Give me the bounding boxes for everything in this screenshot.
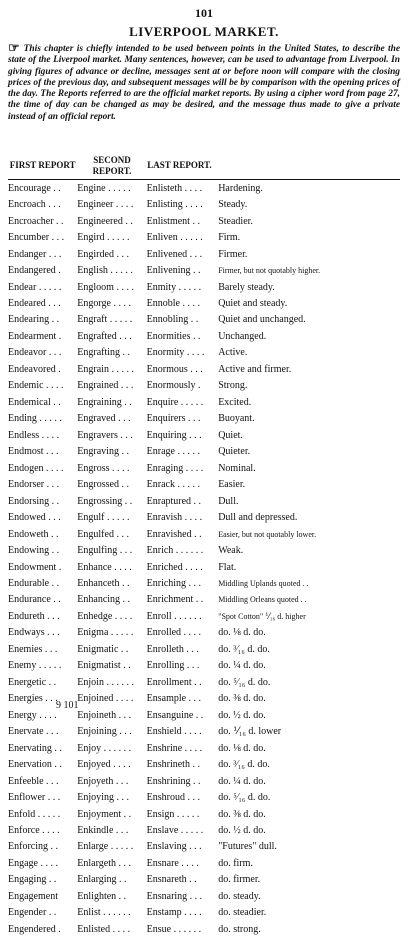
report-meaning: Middling Uplands quoted . . <box>218 578 309 588</box>
last-report-word: Enshield . . . . <box>146 726 202 738</box>
first-report-word: Enforce . . . . <box>8 825 60 837</box>
table-row <box>8 723 400 739</box>
last-report-word: Ennoble . . . . <box>146 298 200 310</box>
last-report-word: Enlisteth . . . . <box>146 182 203 194</box>
table-row <box>8 262 400 278</box>
report-meaning: Quiet and steady. <box>218 298 288 310</box>
first-report-word: Encourage . . <box>8 182 61 194</box>
report-meaning: Middling Orleans quoted . . <box>218 595 307 605</box>
header-second-report: SECOND REPORT. <box>77 155 146 180</box>
first-report-word: Encumber . . . <box>8 232 65 244</box>
first-report-word: Endowed . . . <box>8 512 61 524</box>
first-report-word: Endorser . . . <box>8 479 60 491</box>
table-row <box>8 394 400 410</box>
second-report-word: Engulfed . . . <box>77 528 129 540</box>
first-report-word: Endearing . . <box>8 314 60 326</box>
second-report-word: Engrain . . . . . <box>77 363 134 375</box>
first-report-word: Endangered . <box>8 265 61 277</box>
second-report-word: Enjoineth . . . <box>77 709 132 721</box>
last-report-word: Enravish . . . . <box>146 512 203 524</box>
second-report-word: Enjoyed . . . . <box>77 759 131 771</box>
first-report-word: Endeavor . . . <box>8 347 62 359</box>
report-meaning: do. ⅛ d. do. <box>218 742 266 754</box>
last-report-word: Enormously . <box>146 380 201 392</box>
report-meaning: Strong. <box>218 380 248 392</box>
report-meaning: Flat. <box>218 561 237 573</box>
report-meaning: Excited. <box>218 396 252 408</box>
table-row <box>8 575 400 591</box>
first-report-word: Engendered . <box>8 923 61 935</box>
last-report-word: Enriching . . . <box>146 577 202 589</box>
table-row <box>8 378 400 394</box>
first-report-word: Energies . . . <box>8 693 58 705</box>
first-report-word: Engender . . <box>8 907 57 919</box>
second-report-word: Engulfing . . . <box>77 545 133 557</box>
table-row <box>8 196 400 212</box>
last-report-word: Enlistment . . <box>146 215 200 227</box>
first-report-word: Encroach . . . <box>8 199 61 211</box>
second-report-word: Enlargeth . . . <box>77 857 131 869</box>
report-meaning: Weak. <box>218 545 244 557</box>
second-report-word: Engrained . . . <box>77 380 134 392</box>
second-report-word: Enhanceth . . <box>77 577 130 589</box>
second-report-word: Engraved . . . <box>77 413 131 425</box>
second-report-word: Engineered . . <box>77 215 133 227</box>
first-report-word: Endemic . . . . <box>8 380 64 392</box>
report-meaning: Easier. <box>218 479 246 491</box>
table-row <box>8 328 400 344</box>
page-footer: 9 101 <box>56 700 79 711</box>
report-meaning: do. ⅛ d. do. <box>218 627 266 639</box>
second-report-word: Engorge . . . . <box>77 298 131 310</box>
table-row <box>8 460 400 476</box>
first-report-word: Endmost . . . <box>8 446 59 458</box>
report-meaning: Firmer, but not quotably higher. <box>218 266 321 276</box>
table-row <box>8 246 400 262</box>
report-meaning: Steady. <box>218 199 248 211</box>
first-report-word: Energy . . . . <box>8 709 57 721</box>
first-report-word: Enervate . . . <box>8 726 59 738</box>
report-meaning: Hardening. <box>218 182 263 194</box>
second-report-word: Engird . . . . . <box>77 232 130 244</box>
page-number: 101 <box>195 6 213 20</box>
table-row <box>8 559 400 575</box>
last-report-word: Enquirers . . . <box>146 413 201 425</box>
second-report-word: Engulf . . . . . <box>77 512 130 524</box>
second-report-word: Engraft . . . . . <box>77 314 133 326</box>
last-report-word: Enrichment . . <box>146 594 204 606</box>
table-row <box>8 641 400 657</box>
table-row <box>8 839 400 855</box>
second-report-word: Enhancing . . <box>77 594 131 606</box>
last-report-word: Enroll . . . . . . <box>146 610 202 622</box>
second-report-word: Enlarge . . . . . <box>77 841 134 853</box>
table-row <box>8 674 400 690</box>
last-report-word: Enrolled . . . . <box>146 627 202 639</box>
last-report-word: Enrolleth . . . <box>146 643 199 655</box>
second-report-word: Engrafting . . <box>77 347 131 359</box>
table-row <box>8 789 400 805</box>
second-report-word: Enjoyment . . <box>77 808 132 820</box>
first-report-word: Endways . . . <box>8 627 60 639</box>
table-row <box>8 361 400 377</box>
table-row <box>8 279 400 295</box>
first-report-word: Engagement <box>8 890 58 902</box>
table-row <box>8 822 400 838</box>
second-report-word: Enigmatic . . <box>77 643 129 655</box>
second-report-word: Enlisted . . . . <box>77 923 131 935</box>
second-report-word: English . . . . . <box>77 265 133 277</box>
last-report-word: Enshrine . . . . <box>146 742 203 754</box>
table-row <box>8 411 400 427</box>
table-row <box>8 740 400 756</box>
first-report-word: Endless . . . . <box>8 429 60 441</box>
report-meaning: Steadier. <box>218 215 253 227</box>
last-report-word: Ensnareth . . <box>146 874 197 886</box>
report-meaning: Quiet and unchanged. <box>218 314 306 326</box>
first-report-word: Enemies . . . <box>8 643 58 655</box>
first-report-word: Encroacher . . <box>8 215 64 227</box>
table-row <box>8 542 400 558</box>
report-meaning: do. firm. <box>218 857 253 869</box>
second-report-word: Enjoin . . . . . . <box>77 676 134 688</box>
table-row <box>8 756 400 772</box>
second-report-word: Engross . . . . <box>77 462 130 474</box>
first-report-word: Endowing . . <box>8 545 60 557</box>
last-report-word: Enriched . . . . <box>146 561 203 573</box>
first-report-word: Engaging . . <box>8 874 57 886</box>
report-meaning: Barely steady. <box>218 281 275 293</box>
second-report-word: Enjoyeth . . . <box>77 775 129 787</box>
last-report-word: Enslaving . . . <box>146 841 202 853</box>
last-report-word: Enrolling . . . <box>146 660 200 672</box>
table-row <box>8 625 400 641</box>
second-report-word: Enjoy . . . . . . <box>77 742 132 754</box>
second-report-word: Enjoining . . . <box>77 726 132 738</box>
last-report-word: Enlivened . . . <box>146 248 203 260</box>
first-report-word: Endurable . . <box>8 577 60 589</box>
report-meaning: do. ½ d. do. <box>218 709 266 721</box>
report-meaning: do. ¼ d. do. <box>218 660 266 672</box>
table-row <box>8 180 400 197</box>
table-row <box>8 921 400 937</box>
table-row <box>8 213 400 229</box>
second-report-word: Enlighten . . <box>77 890 127 902</box>
last-report-word: Ennobling . . <box>146 314 199 326</box>
last-report-word: Enraptured . . <box>146 495 202 507</box>
second-report-word: Enkindle . . . <box>77 825 129 837</box>
report-meaning: Easier, but not quotably lower. <box>218 529 317 539</box>
second-report-word: Enjoined . . . . <box>77 693 134 705</box>
second-report-word: Enigmatist . . <box>77 660 131 672</box>
table-row <box>8 658 400 674</box>
last-report-word: Enravished . . <box>146 528 202 540</box>
second-report-word: Enlist . . . . . . <box>77 907 131 919</box>
second-report-word: Enlarging . . <box>77 874 127 886</box>
first-report-word: Enfold . . . . . <box>8 808 61 820</box>
table-row <box>8 312 400 328</box>
first-report-word: Ending . . . . . <box>8 413 62 425</box>
second-report-word: Engraining . . <box>77 396 132 408</box>
table-header-row <box>8 155 400 180</box>
report-meaning: Unchanged. <box>218 330 267 342</box>
first-report-word: Endeavored . <box>8 363 61 375</box>
report-meaning: Quieter. <box>218 446 251 458</box>
table-row <box>8 295 400 311</box>
table-body <box>8 180 400 938</box>
first-report-word: Endeared . . . <box>8 298 61 310</box>
cipher-table <box>8 155 400 938</box>
second-report-word: Enhedge . . . . <box>77 610 133 622</box>
pointing-hand-icon: ☞ <box>8 40 20 55</box>
header-meaning <box>212 155 400 180</box>
table-row <box>8 526 400 542</box>
first-report-word: Enemy . . . . . <box>8 660 62 672</box>
report-meaning: Quiet. <box>218 429 243 441</box>
table-row <box>8 427 400 443</box>
second-report-word: Enigma . . . . . <box>77 627 134 639</box>
first-report-word: Enervating . . <box>8 742 62 754</box>
second-report-word: Enhance . . . . <box>77 561 132 573</box>
report-meaning: do. ³⁄₁₆ d. do. <box>218 759 270 771</box>
last-report-word: Enslave . . . . . <box>146 825 204 837</box>
report-meaning: do. ⁵⁄₁₆ d. do. <box>218 676 271 688</box>
table-row <box>8 476 400 492</box>
last-report-word: Enlisting . . . . <box>146 199 203 211</box>
last-report-word: Enrage . . . . . <box>146 446 200 458</box>
table-row <box>8 888 400 904</box>
first-report-word: Enforcing . . <box>8 841 58 853</box>
report-meaning: do. ⁵⁄₁₆ d. do. <box>218 792 271 804</box>
report-meaning: do. ¼ d. do. <box>218 775 266 787</box>
report-meaning: do. firmer. <box>218 874 261 886</box>
last-report-word: Enshrineth . . <box>146 759 200 771</box>
report-meaning: Firmer. <box>218 248 248 260</box>
page-title: LIVERPOOL MARKET. <box>129 24 279 39</box>
report-meaning: Nominal. <box>218 462 256 474</box>
second-report-word: Engloom . . . . <box>77 281 134 293</box>
last-report-word: Enstamp . . . . <box>146 907 202 919</box>
last-report-word: Enormous . . . <box>146 363 203 375</box>
table-row <box>8 608 400 624</box>
second-report-word: Engine . . . . . <box>77 182 131 194</box>
last-report-word: Enlivening . . <box>146 265 201 277</box>
last-report-word: Ensnare . . . . <box>146 857 199 869</box>
second-report-word: Enjoying . . . <box>77 792 129 804</box>
report-meaning: Active. <box>218 347 248 359</box>
report-meaning: "Spot Cotton" ⅟₁₆ d. higher <box>218 611 306 621</box>
last-report-word: Enrollment . . <box>146 676 202 688</box>
table-row <box>8 229 400 245</box>
header-last-report: LAST REPORT. <box>147 155 213 180</box>
second-report-word: Engrossed . . <box>77 479 129 491</box>
report-meaning: do. ⅟₁₆ d. lower <box>218 726 282 738</box>
last-report-word: Enquiring . . . <box>146 429 202 441</box>
first-report-word: Enflower . . . <box>8 792 61 804</box>
last-report-word: Enshrining . . <box>146 775 201 787</box>
last-report-word: Enormity . . . . <box>146 347 205 359</box>
last-report-word: Enrack . . . . . <box>146 479 200 491</box>
last-report-word: Enrich . . . . . . <box>146 545 204 557</box>
table-row <box>8 806 400 822</box>
second-report-word: Engraving . . <box>77 446 129 458</box>
report-meaning: Dull. <box>218 495 239 507</box>
table-row <box>8 855 400 871</box>
report-meaning: do. ³⁄₁₆ d. do. <box>218 643 270 655</box>
report-meaning: do. steady. <box>218 890 261 902</box>
last-report-word: Enmity . . . . . <box>146 281 202 293</box>
table-row <box>8 493 400 509</box>
first-report-word: Energetic . . <box>8 676 57 688</box>
report-meaning: do. ½ d. do. <box>218 825 266 837</box>
last-report-word: Enliven . . . . . <box>146 232 203 244</box>
second-report-word: Engrossing . . <box>77 495 133 507</box>
first-report-word: Enfeeble . . . <box>8 775 59 787</box>
report-meaning: do. ⅜ d. do. <box>218 693 266 705</box>
last-report-word: Enquire . . . . . <box>146 396 204 408</box>
table-row <box>8 905 400 921</box>
table-row <box>8 872 400 888</box>
last-report-word: Ensnaring . . . <box>146 890 203 902</box>
report-meaning: Firm. <box>218 232 241 244</box>
first-report-word: Engage . . . . <box>8 857 58 869</box>
report-meaning: do. steadier. <box>218 907 267 919</box>
report-meaning: Active and firmer. <box>218 363 292 375</box>
table-row <box>8 345 400 361</box>
first-report-word: Enervation . . <box>8 759 62 771</box>
table-row <box>8 509 400 525</box>
second-report-word: Engirded . . . <box>77 248 129 260</box>
table-row <box>8 592 400 608</box>
report-meaning: do. ⅜ d. do. <box>218 808 266 820</box>
table-row <box>8 773 400 789</box>
first-report-word: Endogen . . . . <box>8 462 64 474</box>
header-first-report: FIRST REPORT <box>8 155 77 180</box>
report-meaning: "Futures" dull. <box>218 841 277 853</box>
first-report-word: Endowment . <box>8 561 62 573</box>
first-report-word: Endorsing . . <box>8 495 60 507</box>
second-report-word: Engineer . . . . <box>77 199 134 211</box>
second-report-word: Engravers . . . <box>77 429 133 441</box>
last-report-word: Enraging . . . . <box>146 462 204 474</box>
table-row <box>8 444 400 460</box>
intro-text: This chapter is chiefly intended to be used between points in the United States, to describe the state of the Liverpool market. Many sentences, however, can be used to advantage from Liverpool. In giving figures of advance or decline, messages sent at or before noon will compare with the closing prices of the previous day, and subsequent messages will be by comparison with the opening prices of the day. The Reports referred to are the official market reports. By using a cipher word from page 27, the time of day can be changed as may be desired, and the message thus made to give a private instead of an official report. <box>8 44 400 122</box>
last-report-word: Ensign . . . . . <box>146 808 200 820</box>
last-report-word: Enormities . . <box>146 330 201 342</box>
first-report-word: Endemical . . <box>8 396 61 408</box>
first-report-word: Endoweth . . <box>8 528 59 540</box>
first-report-word: Endearment . <box>8 330 62 342</box>
last-report-word: Ensanguine . . <box>146 709 204 721</box>
first-report-word: Endear . . . . . <box>8 281 62 293</box>
first-report-word: Endanger . . . <box>8 248 62 260</box>
last-report-word: Enshroud . . . <box>146 792 200 804</box>
report-meaning: Buoyant. <box>218 413 255 425</box>
last-report-word: Ensue . . . . . . <box>146 923 202 935</box>
report-meaning: do. strong. <box>218 923 261 935</box>
second-report-word: Engrafted . . . <box>77 330 132 342</box>
last-report-word: Ensample . . . <box>146 693 202 705</box>
intro-paragraph <box>8 40 400 123</box>
first-report-word: Endureth . . . <box>8 610 60 622</box>
report-meaning: Dull and depressed. <box>218 512 298 524</box>
first-report-word: Endurance . . <box>8 594 61 606</box>
